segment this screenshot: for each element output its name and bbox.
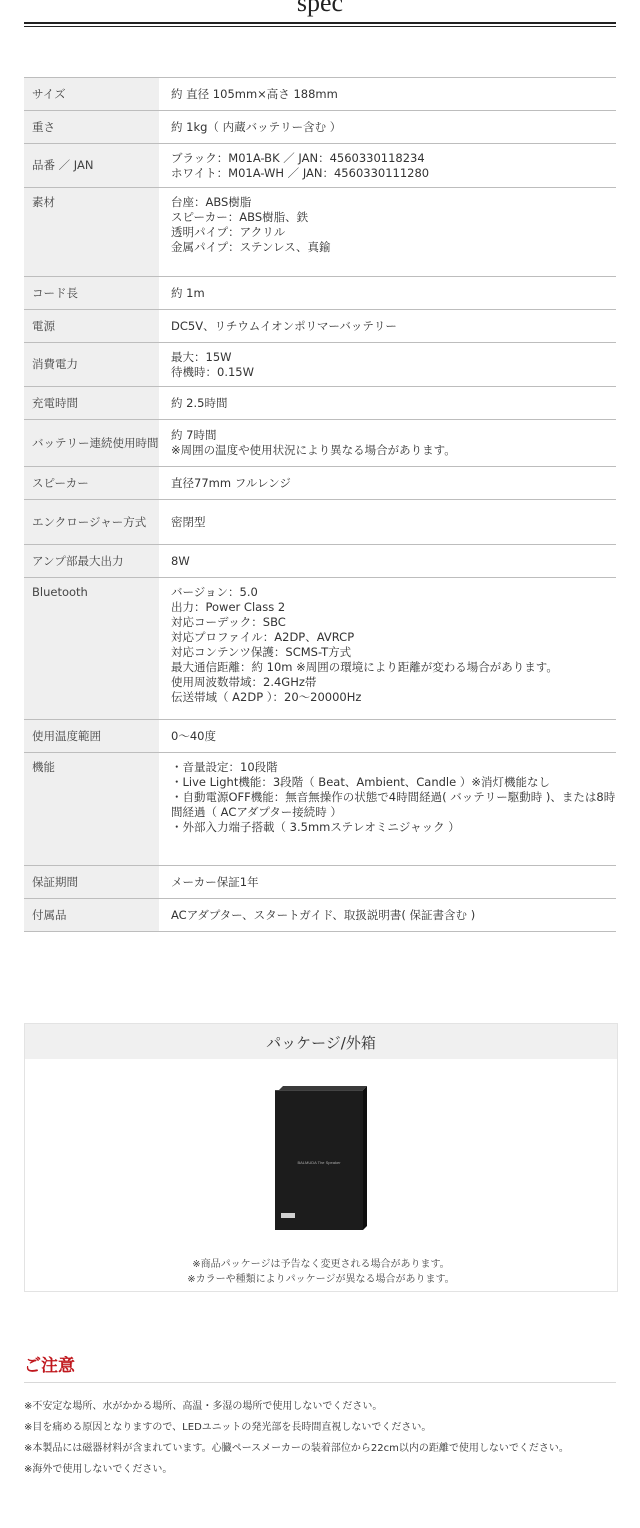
spec-row bbox=[24, 111, 616, 144]
spec-label: エンクロージャー方式 bbox=[24, 500, 159, 545]
spec-value-line: 最大通信距離：約 10m ※周囲の環境により距離が変わる場合があります。 bbox=[171, 660, 558, 674]
spec-value bbox=[159, 500, 616, 545]
spec-value bbox=[159, 420, 616, 467]
notice-item: ※目を痛める原因となりますので、LEDユニットの発光部を長時間直視しないでください。 bbox=[24, 1422, 432, 1433]
spec-label: アンプ部最大出力 bbox=[24, 545, 159, 578]
spec-row bbox=[24, 720, 616, 753]
spec-row bbox=[24, 343, 616, 387]
notice-item: ※海外で使用しないでください。 bbox=[24, 1464, 173, 1475]
spec-value-line: 金属パイプ：ステンレス、真鍮 bbox=[171, 240, 331, 254]
spec-label: Bluetooth bbox=[24, 578, 159, 720]
spec-value bbox=[159, 720, 616, 753]
spec-value-line: 8W bbox=[171, 553, 190, 568]
spec-value bbox=[159, 866, 616, 899]
spec-label: 素材 bbox=[24, 188, 159, 277]
notice-title: ご注意 bbox=[24, 1356, 75, 1376]
spec-value bbox=[159, 467, 616, 500]
package-box-image bbox=[271, 1082, 375, 1232]
spec-label: 品番 ／ JAN bbox=[24, 144, 159, 188]
spec-label: スピーカー bbox=[24, 467, 159, 500]
spec-value bbox=[159, 387, 616, 420]
spec-value-line: ACアダプター、スタートガイド、取扱説明書( 保証書含む ) bbox=[171, 907, 476, 922]
spec-label: 機能 bbox=[24, 753, 159, 866]
spec-value-line: 0～40度 bbox=[171, 728, 216, 743]
spec-value-line: 約 直径 105mm×高さ 188mm bbox=[171, 86, 338, 101]
spec-label: 充電時間 bbox=[24, 387, 159, 420]
spec-value bbox=[159, 78, 616, 111]
package-note-2: ※カラーや種類によりパッケージが異なる場合があります。 bbox=[187, 1274, 455, 1285]
spec-value-line: 透明パイプ：アクリル bbox=[171, 225, 286, 239]
spec-value bbox=[159, 578, 616, 720]
package-note-1: ※商品パッケージは予告なく変更される場合があります。 bbox=[192, 1259, 450, 1270]
spec-value-line: スピーカー：ABS樹脂、鉄 bbox=[171, 210, 309, 224]
spec-label: 消費電力 bbox=[24, 343, 159, 387]
spec-row bbox=[24, 467, 616, 500]
spec-value-line: ・Live Light機能：3段階（ Beat、Ambient、Candle ）※消灯機能なし bbox=[171, 775, 550, 789]
notice-item: ※本製品には磁器材料が含まれています。心臓ペースメーカーの装着部位から22cm以内の距離で使用しないでください。 bbox=[24, 1443, 569, 1454]
spec-value bbox=[159, 753, 616, 866]
spec-value-line: DC5V、リチウムイオンポリマーバッテリー bbox=[171, 318, 397, 333]
spec-value bbox=[159, 899, 616, 932]
spec-value-line: バージョン：5.0 bbox=[171, 585, 258, 599]
spec-value-line: 約 1kg（ 内蔵バッテリー含む ） bbox=[171, 119, 342, 134]
notice-item: ※不安定な場所、水がかかる場所、高温・多湿の場所で使用しないでください。 bbox=[24, 1401, 383, 1412]
spec-value-line: 約 7時間 bbox=[171, 428, 217, 442]
spec-row bbox=[24, 387, 616, 420]
spec-value-line: 密閉型 bbox=[171, 514, 206, 529]
spec-value bbox=[159, 277, 616, 310]
spec-label: サイズ bbox=[24, 78, 159, 111]
spec-row bbox=[24, 144, 616, 188]
spec-value bbox=[159, 343, 616, 387]
spec-value-line: 台座：ABS樹脂 bbox=[171, 195, 252, 209]
spec-title-rule bbox=[24, 22, 616, 24]
spec-row bbox=[24, 899, 616, 932]
spec-value-line: ・外部入力端子搭載（ 3.5mmステレオミニジャック ） bbox=[171, 820, 460, 834]
package-title: パッケージ/外箱 bbox=[266, 1034, 376, 1052]
spec-row bbox=[24, 753, 616, 866]
spec-value-line: 最大：15W bbox=[171, 349, 232, 364]
spec-row bbox=[24, 420, 616, 467]
spec-value-line: 約 2.5時間 bbox=[171, 395, 228, 410]
package-box-label: BALMUDA The Speaker bbox=[297, 1160, 341, 1165]
spec-value-line: メーカー保証1年 bbox=[171, 874, 259, 889]
spec-label: バッテリー連続使用時間 bbox=[24, 420, 159, 467]
spec-value-line: 出力：Power Class 2 bbox=[171, 600, 286, 614]
spec-value-line: 対応コーデック：SBC bbox=[171, 615, 286, 629]
spec-value-line: 対応コンテンツ保護：SCMS-T方式 bbox=[171, 645, 352, 659]
spec-row bbox=[24, 545, 616, 578]
spec-value-line: ホワイト：M01A-WH ／ JAN：4560330111280 bbox=[171, 165, 430, 180]
spec-label: 使用温度範囲 bbox=[24, 720, 159, 753]
spec-row bbox=[24, 578, 616, 720]
spec-value-line: ※周囲の温度や使用状況により異なる場合があります。 bbox=[171, 443, 456, 457]
package-header bbox=[24, 1023, 618, 1060]
spec-value-line: 待機時：0.15W bbox=[171, 364, 254, 379]
spec-value-line: ・自動電源OFF機能：無音無操作の状態で4時間経過( バッテリー駆動時 )、または8時間経過（ ACアダプター接続時 ） bbox=[171, 790, 616, 819]
spec-label: 電源 bbox=[24, 310, 159, 343]
spec-value bbox=[159, 111, 616, 144]
spec-value-line: 約 1m bbox=[171, 285, 205, 300]
spec-value bbox=[159, 545, 616, 578]
spec-label: 保証期間 bbox=[24, 866, 159, 899]
spec-label: 付属品 bbox=[24, 899, 159, 932]
spec-row bbox=[24, 866, 616, 899]
spec-value-line: 使用周波数帯域：2.4GHz帯 bbox=[171, 675, 317, 689]
spec-value-line: 直径77mm フルレンジ bbox=[171, 475, 291, 490]
spec-title-rule-thin bbox=[24, 26, 616, 27]
notice-divider bbox=[24, 1382, 616, 1383]
spec-value-line: ブラック：M01A-BK ／ JAN：4560330118234 bbox=[171, 150, 425, 165]
spec-row bbox=[24, 500, 616, 545]
spec-label: コード長 bbox=[24, 277, 159, 310]
spec-value bbox=[159, 144, 616, 188]
spec-value-line: ・音量設定：10段階 bbox=[171, 760, 278, 774]
spec-label: 重さ bbox=[24, 111, 159, 144]
spec-value-line: 対応プロファイル：A2DP、AVRCP bbox=[171, 630, 355, 644]
spec-table bbox=[24, 77, 616, 932]
spec-row bbox=[24, 277, 616, 310]
spec-row bbox=[24, 188, 616, 277]
spec-row bbox=[24, 78, 616, 111]
spec-row bbox=[24, 310, 616, 343]
spec-value bbox=[159, 310, 616, 343]
spec-title: spec bbox=[296, 0, 344, 17]
spec-value bbox=[159, 188, 616, 277]
spec-value-line: 伝送帯域（ A2DP ）：20～20000Hz bbox=[171, 690, 362, 704]
